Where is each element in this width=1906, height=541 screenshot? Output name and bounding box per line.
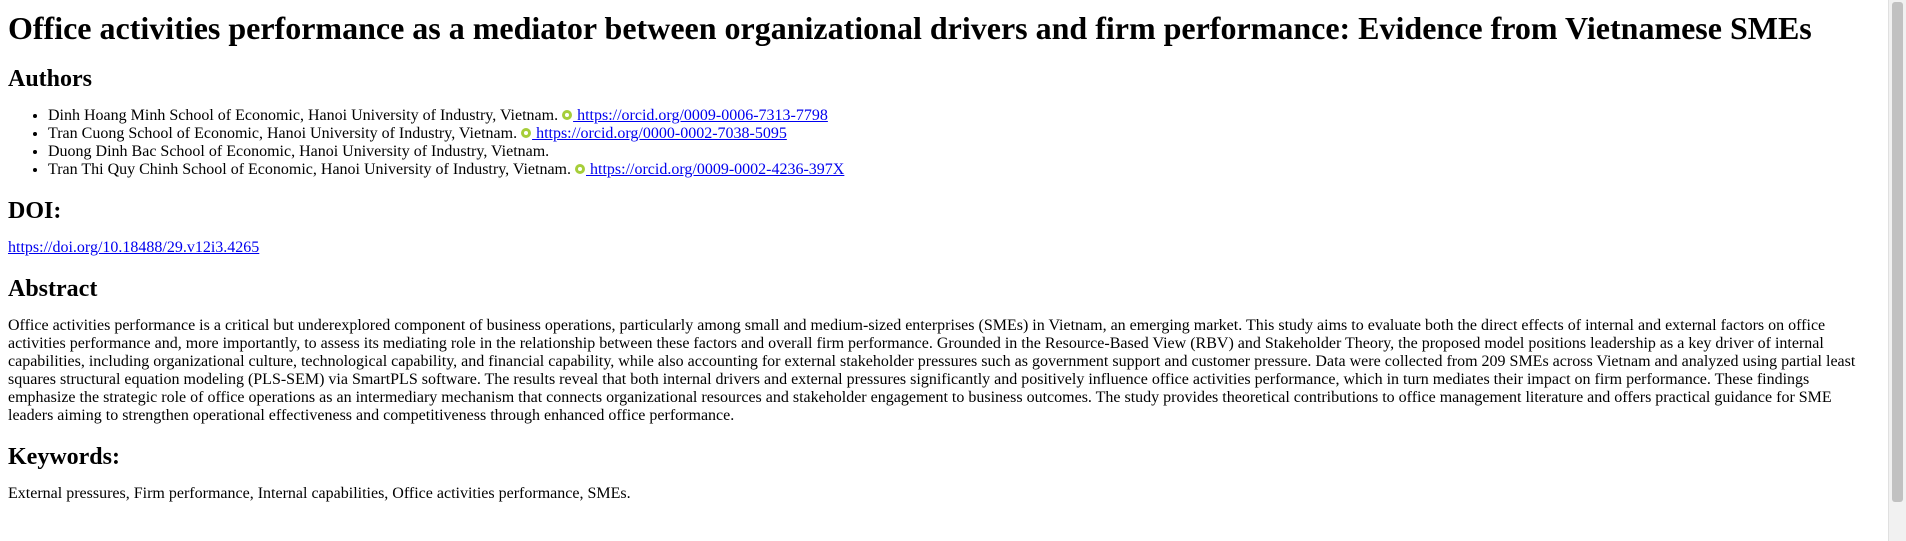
author-text: Duong Dinh Bac School of Economic, Hanoi University of Industry, Vietnam.	[48, 143, 550, 160]
article	[8, 0, 1880, 517]
orcid-link[interactable]: https://orcid.org/0009-0006-7313-7798	[573, 107, 828, 124]
orcid-link[interactable]: https://orcid.org/0009-0002-4236-397X	[586, 161, 845, 178]
author-item	[48, 125, 1880, 143]
author-text: Dinh Hoang Minh School of Economic, Hanoi University of Industry, Vietnam.	[48, 107, 559, 124]
abstract-text: Office activities performance is a critical but underexplored component of business operations, particularly among small and medium-sized enterprises (SMEs) in Vietnam, an emerging market. This study aims to evaluate both the direct effects of internal and external factors on office activities performance and, more importantly, to assess its mediating role in the relationship between these factors and overall firm performance. Grounded in the Resource-Based View (RBV) and Stakeholder Theory, the proposed model positions leadership as a key driver of internal capabilities, including organizational culture, technological capability, and financial capability, while also accounting for external stakeholder pressures such as government support and customer pressure. Data were collected from 209 SMEs across Vietnam and analyzed using partial least squares structural equation modeling (PLS-SEM) via SmartPLS software. The results reveal that both internal drivers and external pressures significantly and positively influence office activities performance, which in turn mediates their impact on firm performance. These findings emphasize the strategic role of office operations as an intermediary mechanism that connects organizational resources and stakeholder engagement to business outcomes. The study provides theoretical contributions to office management literature and offers practical guidance for SME leaders aiming to strengthen operational effectiveness and competitiveness through enhanced office performance.	[8, 317, 1856, 424]
abstract-heading: Abstract	[8, 276, 98, 302]
author-item	[48, 107, 1880, 125]
keywords-text: External pressures, Firm performance, Internal capabilities, Office activities performance, SMEs.	[8, 485, 631, 502]
author-item	[48, 143, 1880, 161]
doi-link[interactable]: https://doi.org/10.18488/29.v12i3.4265	[8, 239, 260, 256]
orcid-link[interactable]: https://orcid.org/0000-0002-7038-5095	[532, 125, 787, 142]
scrollbar-thumb[interactable]	[1892, 2, 1903, 502]
author-text: Tran Thi Quy Chinh School of Economic, Hanoi University of Industry, Vietnam.	[48, 161, 571, 178]
doi-heading: DOI:	[8, 198, 62, 224]
author-item	[48, 161, 1880, 179]
vertical-scrollbar[interactable]	[1888, 0, 1906, 541]
orcid-icon	[521, 128, 531, 138]
authors-heading: Authors	[8, 66, 93, 92]
authors-list	[8, 107, 1880, 179]
keywords-heading: Keywords:	[8, 444, 120, 470]
author-text: Tran Cuong School of Economic, Hanoi University of Industry, Vietnam.	[48, 125, 518, 142]
orcid-icon	[575, 164, 585, 174]
page-title: Office activities performance as a mediator between organizational drivers and firm performance: Evidence from Vietnamese SMEs	[8, 10, 1812, 46]
orcid-icon	[562, 110, 572, 120]
